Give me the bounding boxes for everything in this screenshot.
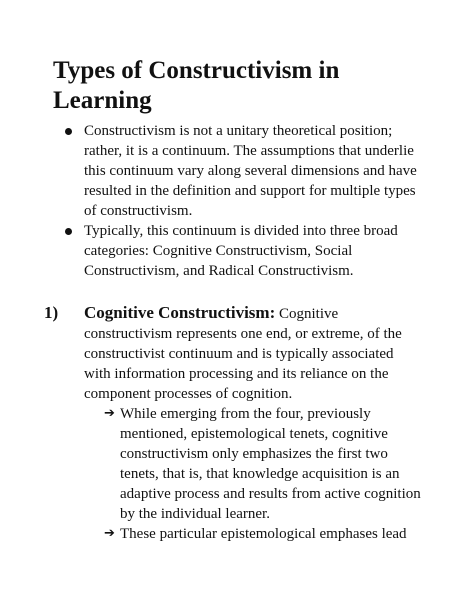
sub-bullet-item (104, 404, 424, 524)
section-body-text: constructivism represents one end, or extreme, of the constructivist continuum and is typically associated with information processing and its reliance on the component processes of cognition. (84, 326, 402, 402)
bullet-text: Typically, this continuum is divided into three broad categories: Cognitive Constructivism, Social Constructivism, and Radical Constructivism. (84, 223, 398, 279)
bullet-item (62, 221, 424, 281)
section-cognitive-constructivism (44, 303, 414, 404)
sub-bullet-text: While emerging from the four, previously mentioned, epistemological tenets, cognitive constructivism only emphasizes the first two tenets, that is, that knowledge acquisition is an adaptive process and results from active cognition by the individual learner. (120, 406, 421, 522)
right-arrow-icon: ➔ (104, 406, 115, 421)
title-line-2: Learning (53, 87, 152, 114)
bullet-list (62, 121, 424, 281)
bullet-dot-icon (65, 128, 72, 135)
section-body (44, 303, 414, 404)
sub-bullet-text: These particular epistemological emphases lead (120, 526, 407, 542)
sub-bullet-list (104, 404, 424, 544)
section-lead-text: Cognitive (275, 306, 339, 322)
right-arrow-icon: ➔ (104, 526, 115, 541)
bullet-item (62, 121, 424, 221)
bullet-text: Constructivism is not a unitary theoretical position; rather, it is a continuum. The assumptions that underlie this continuum vary along several dimensions and have resulted in the definition and support for multiple types of constructivism. (84, 123, 417, 219)
section-number: 1) (44, 303, 59, 322)
section-heading: Cognitive Constructivism: (84, 303, 276, 322)
title-line-1: Types of Constructivism in (53, 57, 340, 84)
document-title (53, 56, 433, 116)
bullet-dot-icon (65, 228, 72, 235)
sub-bullet-item (104, 524, 424, 544)
